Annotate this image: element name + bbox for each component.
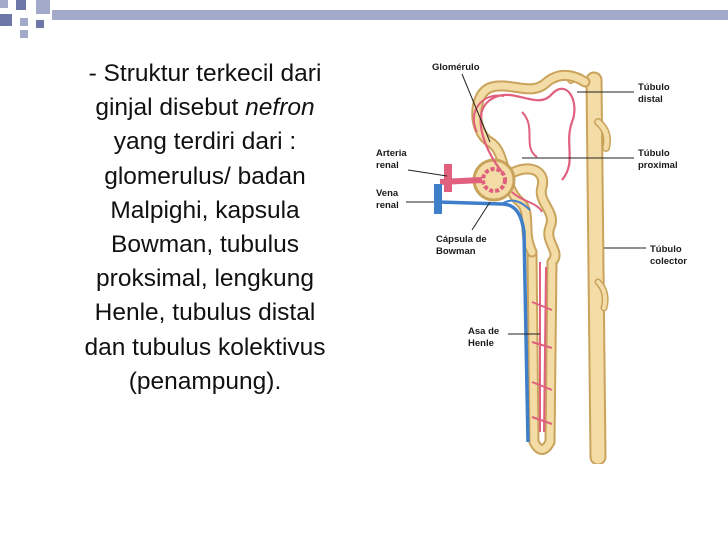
accent-square [16, 0, 26, 10]
label-tubulo-distal: Túbulo [638, 82, 670, 93]
label-tubulo-colector: colector [650, 256, 687, 267]
slide-body-text [40, 57, 370, 399]
pointer-line [472, 202, 490, 230]
text-line: (penampung). [128, 367, 282, 395]
text-line: Henle, tubulus distal [94, 299, 316, 327]
label-glomerulo: Glomérulo [432, 62, 480, 73]
renal-vein-stub [434, 184, 442, 214]
label-capsula-bowman: Bowman [436, 246, 476, 257]
text-line: - Struktur terkecil dari [88, 60, 322, 87]
renal-artery-stub [444, 164, 452, 192]
accent-square [0, 14, 12, 26]
collecting-duct-fill [594, 80, 598, 457]
label-vena-renal: renal [376, 200, 399, 211]
top-accent-bar [52, 10, 728, 20]
text-line: Malpighi, kapsula [110, 196, 300, 224]
text-line: glomerulus/ badan [104, 162, 306, 190]
text-line [40, 91, 370, 125]
label-asa-henle: Asa de [468, 326, 500, 337]
label-tubulo-colector: Túbulo [650, 244, 682, 255]
label-capsula-bowman: Cápsula de [436, 234, 487, 245]
label-arteria-renal: renal [376, 160, 399, 171]
accent-square [36, 20, 44, 28]
label-tubulo-proximal: Túbulo [638, 148, 670, 159]
text-line: Bowman, tubulus [111, 231, 299, 259]
accent-square [36, 0, 50, 14]
text-line: dan tubulus kolektivus [84, 333, 326, 361]
label-asa-henle: Henle [468, 338, 494, 349]
nephron-diagram [372, 52, 702, 464]
accent-square [20, 30, 28, 38]
nefron-term: nefron [245, 94, 315, 122]
label-tubulo-proximal: proximal [638, 160, 678, 171]
accent-square [20, 18, 28, 26]
pointer-line [408, 170, 447, 176]
vasa-recta [540, 262, 546, 432]
label-tubulo-distal: distal [638, 94, 663, 105]
text-line: proksimal, lengkung [96, 265, 314, 293]
slide-decoration [0, 0, 728, 40]
label-arteria-renal: Arteria [376, 148, 407, 159]
label-vena-renal: Vena [376, 188, 399, 199]
text-line: yang terdiri dari : [113, 128, 297, 156]
accent-square [0, 0, 8, 8]
text-span: ginjal disebut [95, 94, 246, 122]
